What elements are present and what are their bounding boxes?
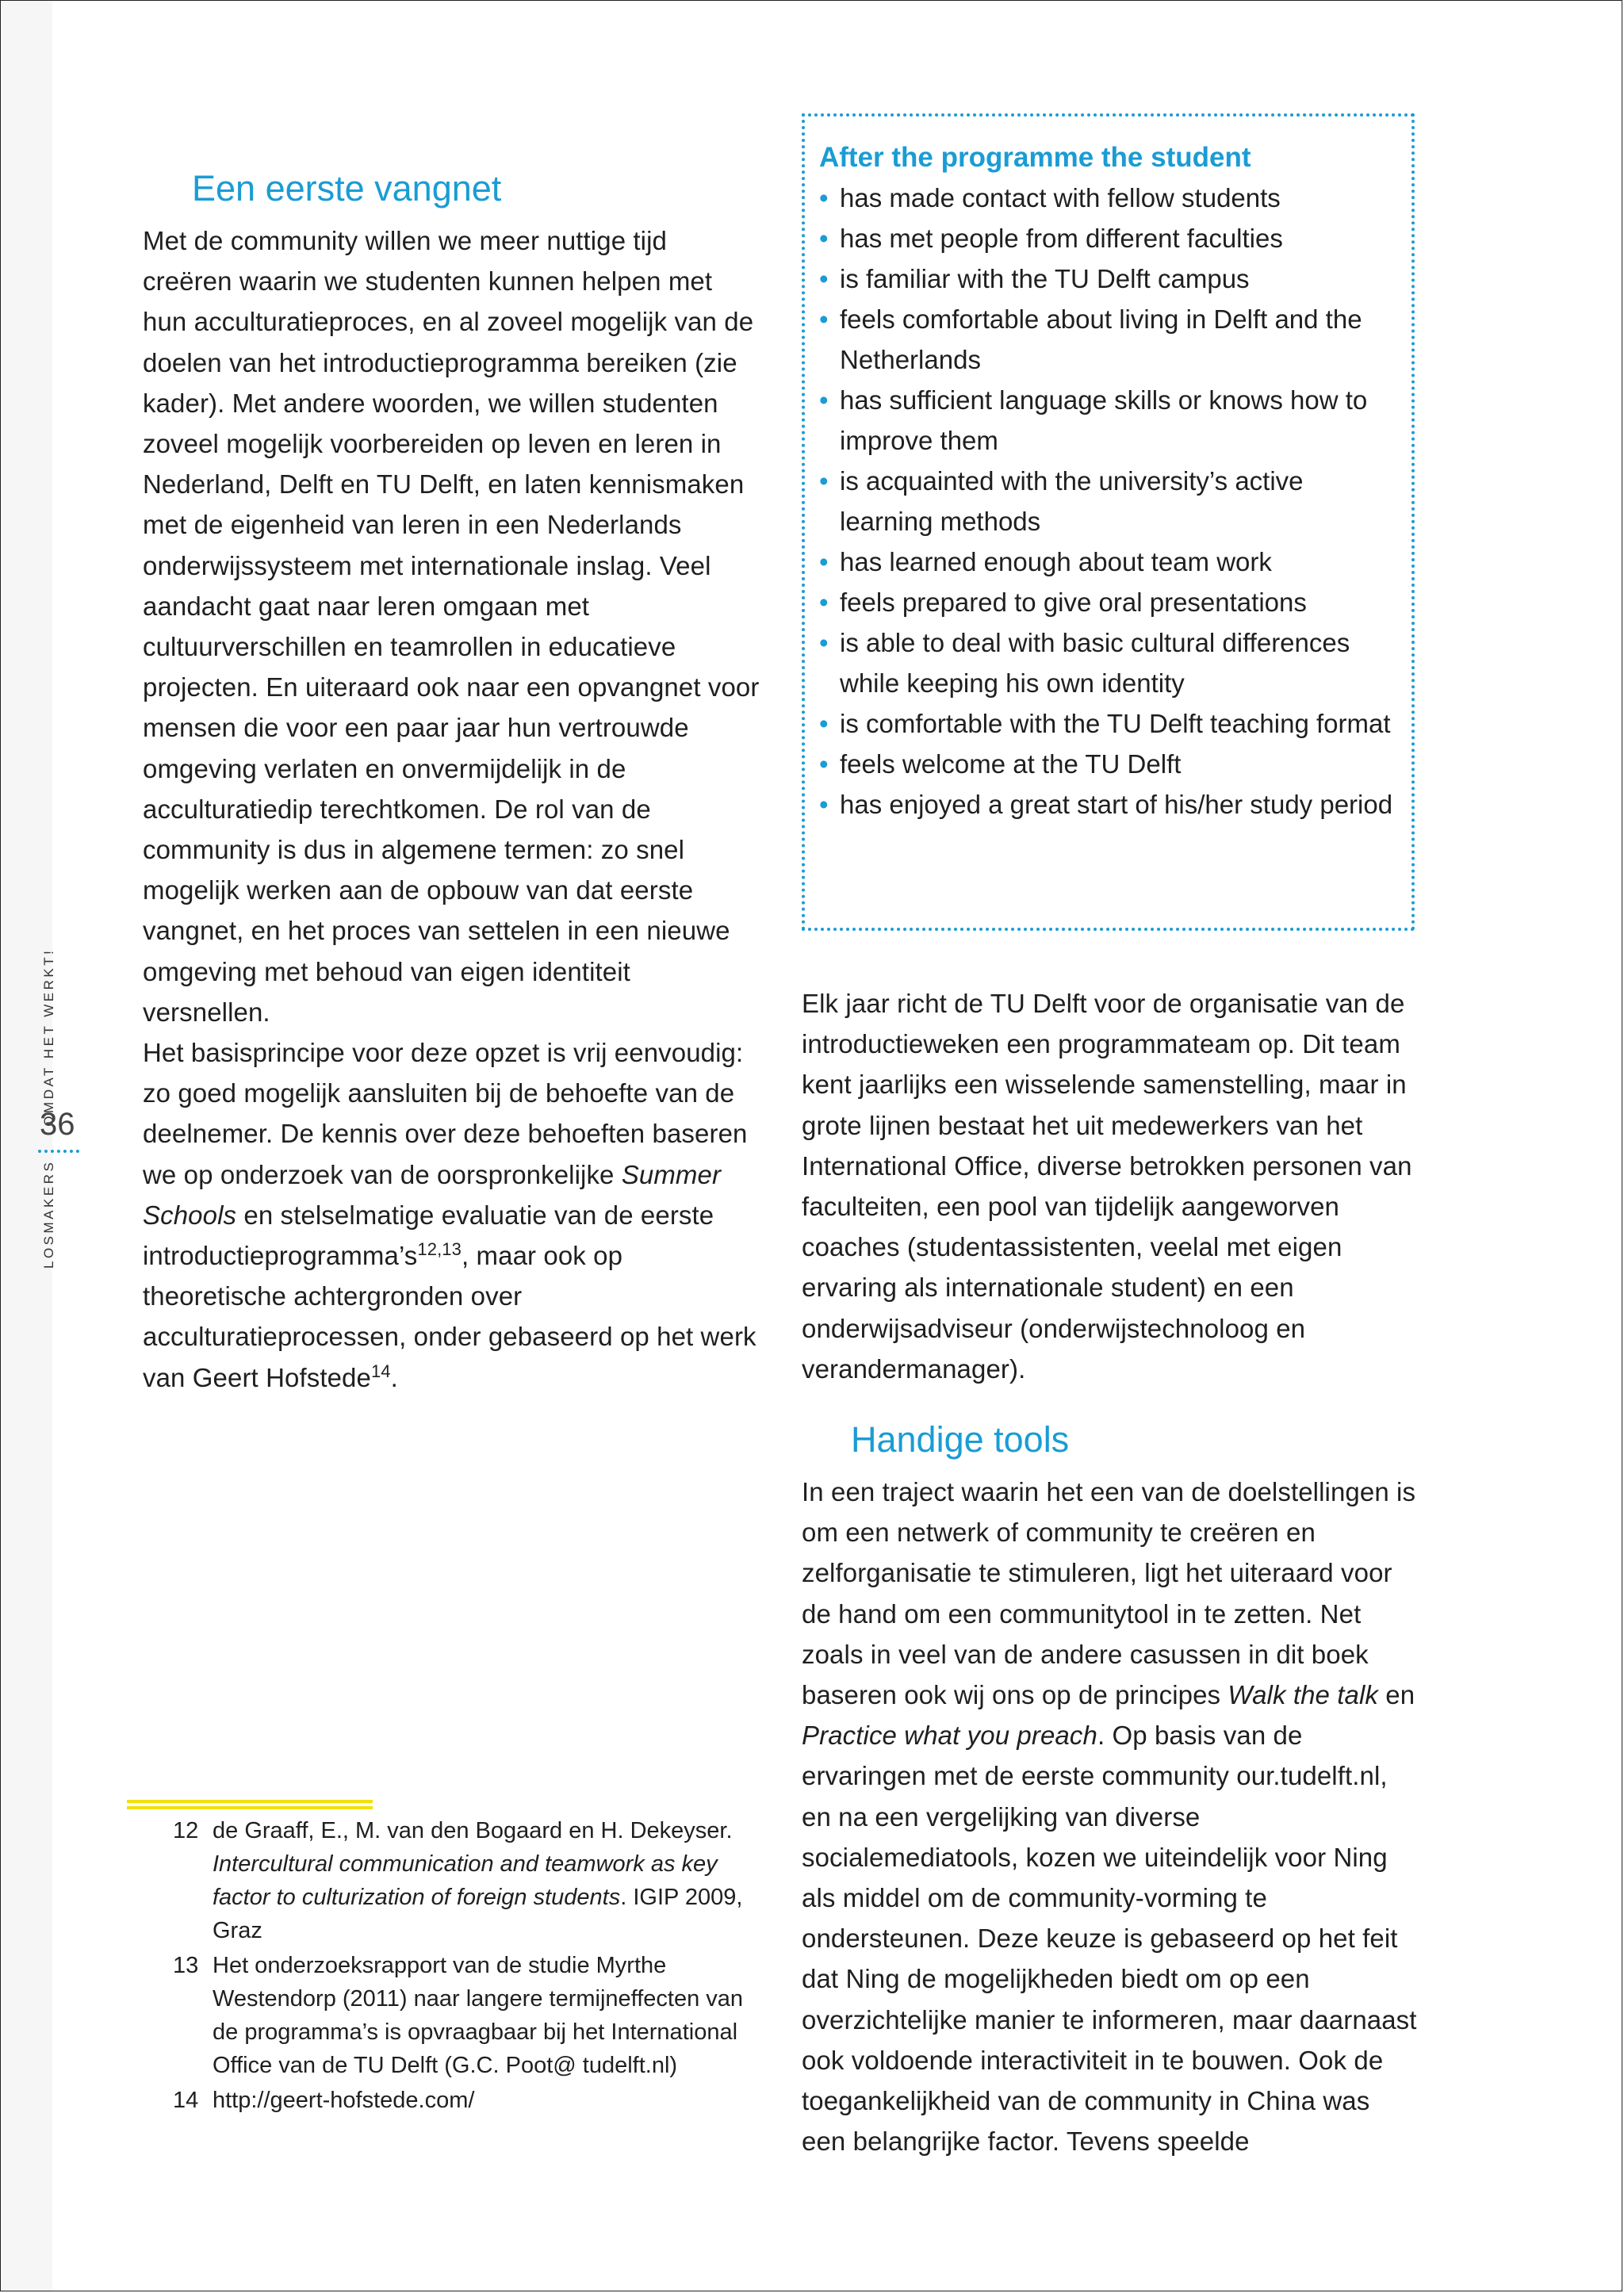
programme-outcomes-box — [802, 113, 1415, 931]
footnote-14: 14 http://geert-hofstede.com/ — [173, 2084, 744, 2117]
list-item: • feels prepared to give oral presentations — [819, 582, 1394, 622]
list-item: • feels comfortable about living in Delft and the Netherlands — [819, 299, 1394, 380]
running-header-series: LOSMAKERS — [41, 1159, 56, 1269]
list-item: • has learned enough about team work — [819, 542, 1394, 582]
footnote-13-text: Het onderzoeksrapport van de studie Myrthe Westendorp (2011) naar langere termijneffecten van de programma’s is opvraagbaar bij het International Office van de TU Delft (G.C. Poot@ tudelft.nl) — [213, 1953, 744, 2078]
outcomes-list — [819, 178, 1394, 825]
footnote-ref-14: 14 — [370, 1361, 391, 1381]
list-item: • has enjoyed a great start of his/her study period — [819, 784, 1394, 825]
paragraph-community-goals: Met de community willen we meer nuttige tijd creëren waarin we studenten kunnen helpen met hun acculturatieproces, en al zoveel mogelijk van de doelen van het introductieprogramma bereiken (zie kader). Met andere woorden, we willen studenten zoveel mogelijk voorbereiden op leven en leren in Nederland, Delft en TU Delft, en laten kennismaken met de eigenheid van leren in een Nederlands onderwijssysteem met internationale inslag. Veel aandacht gaat naar leren omgaan met cultuurverschillen en teamrollen in educatieve projecten. En uiteraard ook naar een opvangnet voor mensen die voor een paar jaar hun vertrouwde omgeving verlaten en onvermijdelijk in de acculturatiedip terechtkomen. De rol van de community is dus in algemene termen: zo snel mogelijk werken aan de opbouw van dat eerste vangnet, en het proces van settelen in een nieuwe omgeving met behoud van eigen identiteit versnellen. — [143, 226, 760, 1027]
list-item: • is able to deal with basic cultural differences while keeping his own identity — [819, 622, 1394, 703]
paragraph-basisprincipe: Het basisprincipe voor deze opzet is vrij eenvoudig: zo goed mogelijk aansluiten bij de behoefte van de deelnemer. De kennis over deze behoeften baseren we op onderzoek van de oorspronkelijke Summer Schools en stelselmatige evaluatie van de eerste $introductieprogramma’s^{12,13}$, maar ook op theoretische achtergronden over acculturatieprocessen, onder gebaseerd op het werk van Geert Hofstede$^{14}$. — [143, 1038, 756, 1392]
footnote-rule — [127, 1800, 373, 1809]
section-heading-vangnet: Een eerste vangnet — [192, 168, 502, 209]
left-column — [143, 167, 761, 1398]
footnote-ref-12-13: 12,13 — [417, 1239, 462, 1260]
footnote-13: 13 Het onderzoeksrapport van de studie Myrthe Westendorp (2011) naar langere termijneffecten van de programma’s is opvraagbaar bij het International Office van de TU Delft (G.C. Poot@ tudelft.nl) — [173, 1949, 744, 2082]
list-item: • is familiar with the TU Delft campus — [819, 258, 1394, 299]
list-item: • has met people from different faculties — [819, 218, 1394, 258]
page-number-rule — [38, 1150, 79, 1153]
footnotes — [173, 1814, 744, 2119]
list-item: • has made contact with fellow students — [819, 178, 1394, 218]
page-number: 36 — [40, 1107, 75, 1142]
list-item: • is acquainted with the university’s active learning methods — [819, 461, 1394, 542]
footnote-12: 12 de Graaff, E., M. van den Bogaard en H. Dekeyser. Intercultural communication and teamwork as key factor to culturization of foreign students. IGIP 2009, Graz — [173, 1818, 743, 1943]
right-column — [802, 983, 1420, 2161]
paragraph-programmateam: Elk jaar richt de TU Delft voor de organisatie van de introductieweken een programmateam op. Dit team kent jaarlijks een wisselende samenstelling, maar in grote lijnen bestaat het uit medewerkers van het International Office, diverse betrokken personen van faculteiten, een pool van tijdelijk aangeworven coaches (studentassistenten, veelal met eigen ervaring als internationale student) en een onderwijsadviseur (onderwijstechnoloog en verandermanager). — [802, 989, 1412, 1384]
running-header-title: OMDAT HET WERKT! — [41, 947, 56, 1127]
paragraph-communitytool: In een traject waarin het een van de doelstellingen is om een netwerk of community te creëren en zelforganisatie te stimuleren, ligt het uiteraard voor de hand om een communitytool in te zetten. Net zoals in veel van de andere casussen in dit boek baseren ook wij ons op de principes Walk the talk en Practice what you preach. Op basis van de ervaringen met de eerste community our.tudelft.nl, en na een vergelijking van diverse socialemediatools, kozen we uiteindelijk voor Ning als middel om de community-vorming te ondersteunen. Deze keuze is gebaseerd op het feit dat Ning de mogelijkheden biedt om op een overzichtelijke manier te informeren, maar daarnaast ook voldoende interactiviteit in te bouwen. Ook de toegankelijkheid van de community in China was een belangrijke factor. Tevens speelde — [802, 1477, 1417, 2157]
section-heading-tools: Handige tools — [851, 1419, 1070, 1460]
list-item: • is comfortable with the TU Delft teaching format — [819, 703, 1394, 744]
footnote-14-link[interactable]: http://geert-hofstede.com/ — [213, 2088, 475, 2113]
box-title: After the programme the student — [819, 142, 1251, 173]
list-item: • feels welcome at the TU Delft — [819, 744, 1394, 784]
list-item: • has sufficient language skills or knows how to improve them — [819, 380, 1394, 461]
